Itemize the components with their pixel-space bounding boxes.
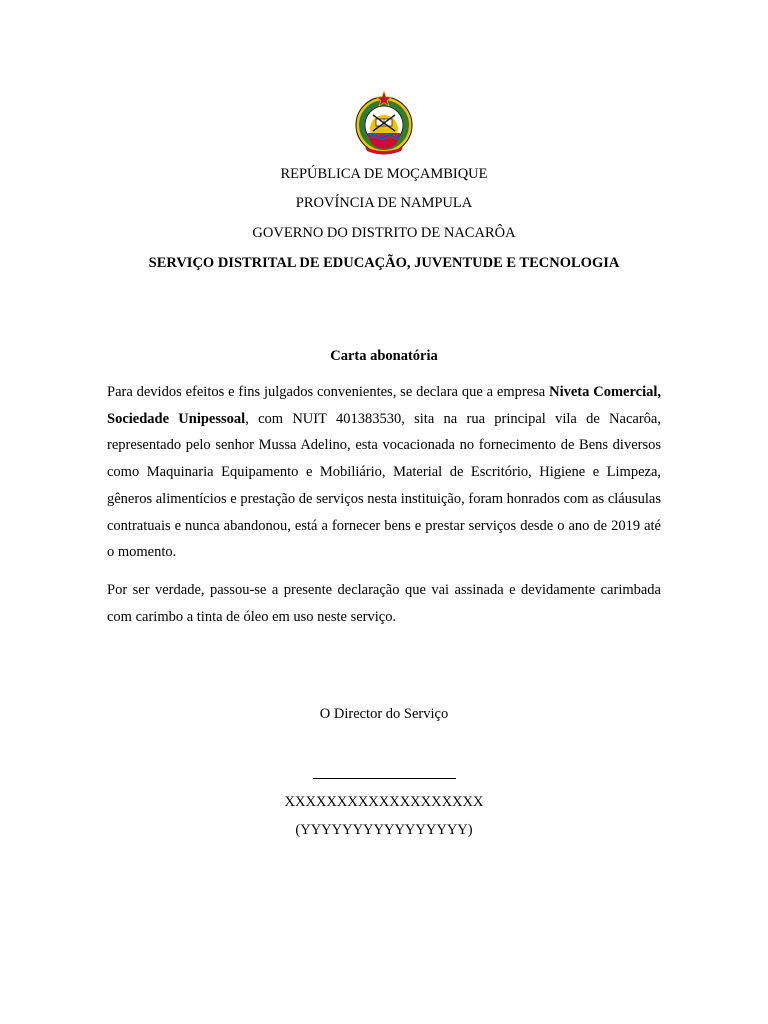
letter-paragraph-2: Por ser verdade, passou-se a presente declaração que vai assinada e devidamente carimbada com carimbo a tinta de óleo em uso neste serviço. [107,582,661,625]
company-name: Niveta Comercial, Sociedade Unipessoal [107,384,661,427]
header-district-government: GOVERNO DO DISTRITO DE NACARÔA [252,225,516,241]
signature-name: XXXXXXXXXXXXXXXXXXX [284,794,484,810]
header-country: REPÚBLICA DE MOÇAMBIQUE [280,166,488,182]
paragraph-1-intro: Para devidos efeitos e fins julgados convenientes, se declara que a empresa [107,384,550,400]
letter-title: Carta abonatória [330,348,438,364]
header-province: PROVÍNCIA DE NAMPULA [295,195,473,211]
signature-line [313,778,456,779]
mozambique-coat-of-arms-icon [351,89,417,155]
signature-role: O Director do Serviço [319,706,449,722]
paragraph-1-rest: , com NUIT 401383530, sita na rua principal vila de Nacarôa, representado pelo senhor Mussa Adelino, esta vocacionada no fornecimento de Bens diversos como Maquinaria Equipamento e Mobiliário, Material de Escritório, Higiene e Limpeza, gêneros alimentícios e prestação de serviços nesta instituição, foram honrados com as cláusulas contratuais e nunca abandonou, está a fornecer bens e prestar serviços desde o ano de 2019 até o momento. [107,410,661,561]
header-service-name: SERVIÇO DISTRITAL DE EDUCAÇÃO, JUVENTUDE E TECNOLOGIA [148,255,620,271]
letter-paragraph-1 [107,379,661,566]
signature-subname: (YYYYYYYYYYYYYYYY) [295,822,473,838]
